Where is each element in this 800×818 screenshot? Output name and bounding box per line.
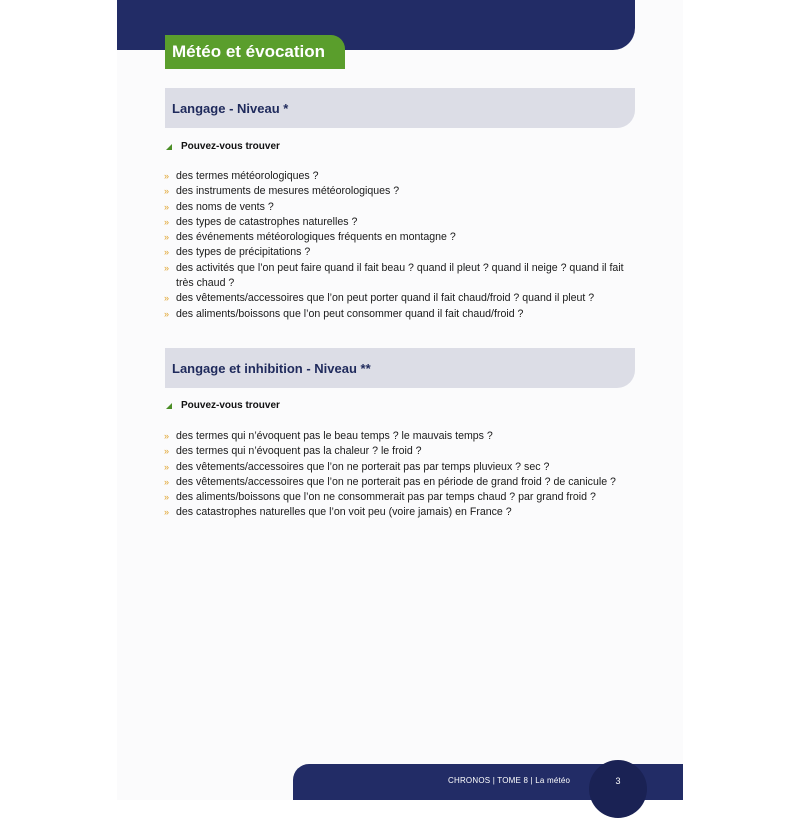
list-item-text: des aliments/boissons que l’on peut consommer quand il fait chaud/froid ? bbox=[176, 307, 524, 320]
bullet-chevron-icon: » bbox=[164, 247, 170, 258]
question-list-2 bbox=[164, 429, 634, 521]
list-item bbox=[164, 307, 634, 322]
list-item-text: des aliments/boissons que l’on ne consommerait pas par temps chaud ? par grand froid ? bbox=[176, 491, 596, 504]
list-item-text: des termes qui n’évoquent pas le beau temps ? le mauvais temps ? bbox=[176, 430, 493, 442]
section-heading-level-1: Langage - Niveau * bbox=[165, 88, 635, 128]
list-item bbox=[164, 505, 634, 520]
bullet-chevron-icon: » bbox=[164, 308, 170, 319]
list-item bbox=[164, 184, 634, 199]
bullet-chevron-icon: » bbox=[164, 446, 170, 457]
list-item bbox=[164, 200, 634, 215]
section-subheading-1 bbox=[166, 141, 280, 152]
subheading-text: Pouvez-vous trouver bbox=[181, 141, 280, 152]
subheading-text: Pouvez-vous trouver bbox=[181, 400, 280, 411]
list-item bbox=[164, 261, 634, 292]
section-subheading-2 bbox=[166, 400, 280, 411]
list-item bbox=[164, 475, 634, 490]
bullet-chevron-icon: » bbox=[164, 262, 170, 273]
triangle-marker-icon bbox=[166, 144, 172, 150]
question-list-1 bbox=[164, 169, 634, 322]
list-item-text: des vêtements/accessoires que l’on peut porter quand il fait chaud/froid ? quand il pleut ? bbox=[176, 292, 595, 305]
bullet-chevron-icon: » bbox=[164, 476, 170, 487]
list-item bbox=[164, 169, 634, 184]
bullet-chevron-icon: » bbox=[164, 431, 170, 441]
footer-running-title: CHRONOS | TOME 8 | La météo bbox=[448, 776, 571, 785]
list-item-text: des termes qui n’évoquent pas la chaleur ? le froid ? bbox=[176, 445, 422, 458]
list-item bbox=[164, 490, 634, 505]
page-number-circle bbox=[589, 760, 647, 818]
list-item bbox=[164, 291, 634, 306]
list-item bbox=[164, 245, 634, 260]
page-number: 3 bbox=[615, 776, 621, 786]
triangle-marker-icon bbox=[166, 403, 172, 409]
list-item-text: des activités que l’on peut faire quand il fait beau ? quand il pleut ? quand il neige ? quand il fait très chaud ? bbox=[176, 261, 624, 290]
bullet-chevron-icon: » bbox=[164, 461, 170, 472]
bullet-chevron-icon: » bbox=[164, 201, 170, 212]
bullet-chevron-icon: » bbox=[164, 232, 170, 243]
list-item-text: des noms de vents ? bbox=[176, 200, 274, 213]
bullet-chevron-icon: » bbox=[164, 171, 170, 181]
list-item-text: des termes météorologiques ? bbox=[176, 170, 319, 182]
list-item bbox=[164, 215, 634, 230]
bullet-chevron-icon: » bbox=[164, 216, 170, 227]
list-item bbox=[164, 460, 634, 475]
bullet-chevron-icon: » bbox=[164, 492, 170, 503]
list-item-text: des événements météorologiques fréquents en montagne ? bbox=[176, 231, 456, 244]
list-item bbox=[164, 230, 634, 245]
bullet-chevron-icon: » bbox=[164, 507, 170, 518]
list-item-text: des vêtements/accessoires que l’on ne porterait pas par temps pluvieux ? sec ? bbox=[176, 460, 550, 473]
list-item-text: des types de précipitations ? bbox=[176, 246, 311, 259]
bullet-chevron-icon: » bbox=[164, 293, 170, 304]
list-item-text: des types de catastrophes naturelles ? bbox=[176, 215, 358, 228]
bullet-chevron-icon: » bbox=[164, 186, 170, 197]
list-item bbox=[164, 429, 634, 444]
list-item bbox=[164, 444, 634, 459]
section-heading-level-2: Langage et inhibition - Niveau ** bbox=[165, 348, 635, 388]
list-item-text: des catastrophes naturelles que l’on voit peu (voire jamais) en France ? bbox=[176, 506, 512, 519]
list-item-text: des instruments de mesures météorologiques ? bbox=[176, 185, 400, 198]
list-item-text: des vêtements/accessoires que l’on ne porterait pas en période de grand froid ? de canicule ? bbox=[176, 475, 616, 488]
page-title: Météo et évocation bbox=[165, 35, 345, 69]
